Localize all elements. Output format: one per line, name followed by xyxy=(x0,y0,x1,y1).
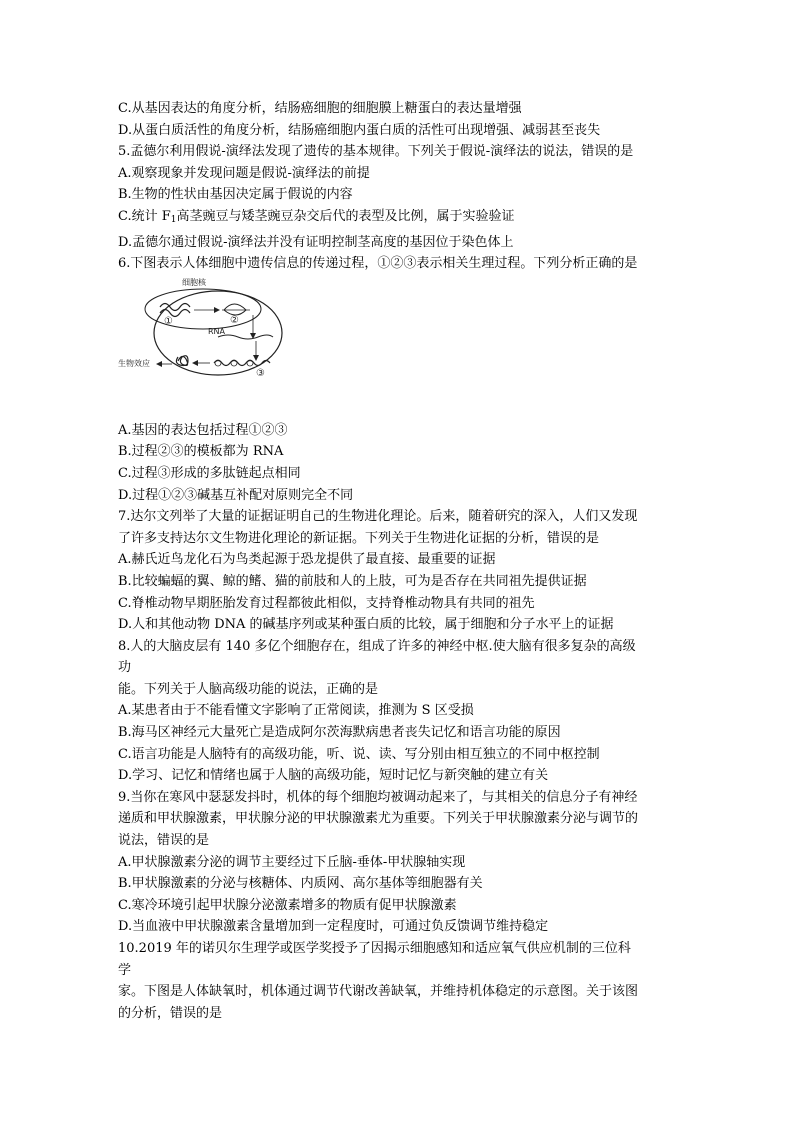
arrowhead xyxy=(192,360,198,366)
polysome xyxy=(214,360,270,365)
question-6-option-d: D.过程①②③碱基互补配对原则完全不同 xyxy=(118,487,354,503)
effect-label: 生物效应 xyxy=(118,358,150,368)
arrowhead xyxy=(214,307,220,313)
process-3-mark: ③ xyxy=(256,367,265,379)
question-7-option-b: B.比较蝙蝠的翼、鲸的鳍、猫的前肢和人的上肢，可为是否存在共同祖先提供证据 xyxy=(118,573,587,589)
question-6-stem: 6.下图表示人体细胞中遗传信息的传递过程，①②③表示相关生理过程。下列分析正确的是 xyxy=(118,256,638,272)
nucleus-membrane xyxy=(145,289,261,329)
question-8-stem-cont: 能。下列关于人脑高级功能的说法，正确的是 xyxy=(118,681,379,697)
question-9-option-c: C.寒冷环境引起甲状腺分泌激素增多的物质有促甲状腺激素 xyxy=(118,897,457,913)
question-7-option-d: D.人和其他动物 DNA 的碱基序列或某种蛋白质的比较，属于细胞和分子水平上的证据 xyxy=(118,617,614,633)
question-5-stem: 5.孟德尔利用假说-演绎法发现了遗传的基本规律。下列关于假说-演绎法的说法，错误的是 xyxy=(118,144,634,160)
rna-label: RNA xyxy=(208,326,226,336)
option-c-rest: 高茎豌豆与矮茎豌豆杂交后代的表型及比例，属于实验验证 xyxy=(176,208,515,224)
arrowhead xyxy=(156,361,162,367)
question-6-option-a: A.基因的表达包括过程①②③ xyxy=(118,422,288,438)
question-9-stem-cont: 说法，错误的是 xyxy=(118,833,210,849)
text-line: C.从基因表达的角度分析，结肠癌细胞的细胞膜上糖蛋白的表达量增强 xyxy=(118,101,522,116)
transcription-bubble xyxy=(224,304,246,315)
question-7-stem: 7.达尔文列举了大量的证据证明自己的生物进化理论。后来，随着研究的深入，人们又发现 xyxy=(118,509,638,525)
question-8-option-c: C.语言功能是人脑特有的高级功能，听、说、读、写分别由相互独立的不同中枢控制 xyxy=(118,746,600,762)
question-10-stem: 10.2019 年的诺贝尔生理学或医学奖授予了因揭示细胞感知和适应氧气供应机制的三位科 xyxy=(118,941,631,956)
question-9-stem: 9.当你在寒风中瑟瑟发抖时，机体的每个细胞均被调动起来了，与其相关的信息分子有神经 xyxy=(118,789,638,805)
question-10-stem-cont: 的分析，错误的是 xyxy=(118,1005,223,1021)
question-7-option-c: C.脊椎动物早期胚胎发育过程都彼此相似，支持脊椎动物具有共同的祖先 xyxy=(118,595,535,611)
process-2-mark: ② xyxy=(230,314,239,326)
folded-protein xyxy=(176,355,188,365)
question-5-option-b: B.生物的性状由基因决定属于假说的内容 xyxy=(118,187,353,203)
question-10-stem-cont: 家。下图是人体缺氧时，机体通过调节代谢改善缺氧，并维持机体稳定的示意图。关于该图 xyxy=(118,984,639,1000)
text-line: D.从蛋白质活性的角度分析，结肠癌细胞内蛋白质的活性可出现增强、减弱甚至丧失 xyxy=(118,122,601,138)
question-5-option-a: A.观察现象并发现问题是假说-演绎法的前提 xyxy=(118,165,370,181)
question-5-option-c xyxy=(118,206,678,232)
process-1-mark: ① xyxy=(164,315,173,327)
gene-expression-diagram xyxy=(118,275,678,420)
question-9-option-a: A.甲状腺激素分泌的调节主要经过下丘脑-垂体-甲状腺轴实现 xyxy=(118,854,466,870)
question-9-stem-cont: 递质和甲状腺激素，甲状腺分泌的甲状腺激素尤为重要。下列关于甲状腺激素分泌与调节的 xyxy=(118,811,639,827)
question-6-option-c: C.过程③形成的多肽链起点相同 xyxy=(118,465,301,481)
option-c-prefix: C.统计 F xyxy=(118,208,171,224)
question-8-stem-cont: 功 xyxy=(118,660,132,676)
question-6-option-b: B.过程②③的模板都为 RNA xyxy=(118,444,284,460)
question-5-option-d: D.孟德尔通过假说-演绎法并没有证明控制茎高度的基因位于染色体上 xyxy=(118,234,514,250)
question-8-stem: 8.人的大脑皮层有 140 多亿个细胞存在，组成了许多的神经中枢.使大脑有很多复杂的高级 xyxy=(118,638,636,654)
question-8-option-b: B.海马区神经元大量死亡是造成阿尔茨海默病患者丧失记忆和语言功能的原因 xyxy=(118,725,561,741)
nucleus-label: 细胞核 xyxy=(182,277,206,287)
question-7-stem-cont: 了许多支持达尔文生物进化理论的新证据。下列关于生物进化证据的分析，错误的是 xyxy=(118,530,600,546)
question-9-option-b: B.甲状腺激素的分泌与核糖体、内质网、高尔基体等细胞器有关 xyxy=(118,876,483,892)
diagram-svg xyxy=(118,275,678,420)
question-8-option-a: A.某患者由于不能看懂文字影响了正常阅读，推测为 S 区受损 xyxy=(118,703,474,719)
arrowhead xyxy=(253,355,259,361)
question-10-stem-cont: 学 xyxy=(118,962,132,978)
question-8-option-d: D.学习、记忆和情绪也属于人脑的高级功能，短时记忆与新突触的建立有关 xyxy=(118,768,549,784)
subscript-1: 1 xyxy=(170,214,177,225)
text-column xyxy=(118,98,678,1024)
question-7-option-a: A.赫氏近鸟龙化石为鸟类起源于恐龙提供了最直接、最重要的证据 xyxy=(118,552,496,568)
rna-strand xyxy=(218,335,273,339)
question-9-option-d: D.当血液中甲状腺激素含量增加到一定程度时，可通过负反馈调节维持稳定 xyxy=(118,919,549,935)
